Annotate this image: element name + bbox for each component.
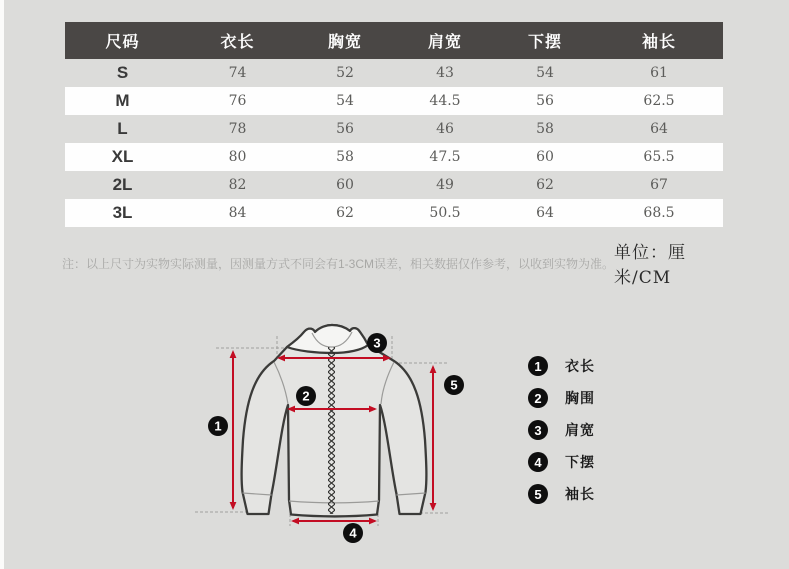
legend-item [528,388,595,408]
note-row [62,243,728,288]
measurement-cell: 78 [228,121,247,137]
size-table [65,22,723,227]
legend-item [528,420,595,440]
size-cell: S [116,63,129,82]
legend-number-badge: 1 [528,356,548,376]
legend-number-badge: 2 [528,388,548,408]
legend-number-badge: 5 [528,484,548,504]
legend-item [528,356,595,376]
measurement-cell: 56 [536,93,554,109]
jacket-measurement-diagram [180,315,480,565]
column-header-chest: 胸宽 [295,22,395,59]
table-row [65,115,723,143]
measurement-cell: 62 [536,177,554,193]
left-edge-strip [0,0,4,569]
table-row [65,171,723,199]
measurement-cell: 43 [436,65,454,81]
measurement-cell: 60 [336,177,354,193]
measurement-cell: 62 [336,205,354,221]
measurement-note: 注：以上尺寸为实物实际测量，因测量方式不同会有1-3CM误差，相关数据仅作参考，以收到实物为准。 [62,256,615,271]
table-row [65,59,723,87]
legend-number-badge: 3 [528,420,548,440]
measurement-cell: 56 [336,121,354,137]
measurement-cell: 54 [536,65,554,81]
size-cell: M [115,91,130,110]
measurement-cell: 49 [436,177,454,193]
measurement-cell: 61 [650,65,668,81]
unit-label: 单位：厘米/CM [614,243,687,288]
badge-2: 2 [302,388,310,404]
legend-number-badge: 4 [528,452,548,472]
table-row [65,143,723,171]
column-header-size: 尺码 [65,22,180,59]
measurement-cell: 47.5 [429,149,461,165]
measurement-cell: 82 [228,177,247,193]
measurement-legend [528,356,595,516]
measurement-cell: 54 [336,93,354,109]
measurement-cell: 46 [436,121,454,137]
legend-label: 衣长 [565,358,595,374]
measurement-cell: 80 [228,149,247,165]
badge-3: 3 [373,335,381,351]
legend-label: 袖长 [565,486,595,502]
measurement-cell: 74 [228,65,247,81]
column-header-shoulder: 肩宽 [395,22,495,59]
measurement-cell: 60 [536,149,554,165]
measurement-cell: 50.5 [429,205,461,221]
column-header-sleeve: 袖长 [595,22,723,59]
measurement-cell: 58 [336,149,354,165]
size-cell: L [117,119,128,138]
measurement-cell: 64 [650,121,668,137]
column-header-length: 衣长 [180,22,295,59]
measurement-cell: 58 [536,121,554,137]
measurement-cell: 67 [650,177,668,193]
badge-1: 1 [214,418,222,434]
measurement-cell: 65.5 [643,149,675,165]
legend-label: 肩宽 [565,422,595,438]
size-table-header-row [65,22,723,59]
measurement-cell: 76 [228,93,247,109]
legend-label: 胸围 [565,390,595,406]
measurement-cell: 44.5 [429,93,461,109]
size-cell: 2L [112,175,133,194]
badge-5: 5 [450,377,458,393]
legend-label: 下摆 [565,454,595,470]
legend-item [528,484,595,504]
column-header-hem: 下摆 [495,22,595,59]
size-cell: XL [111,147,134,166]
legend-item [528,452,595,472]
size-cell: 3L [112,203,133,222]
badge-4: 4 [349,525,357,541]
measurement-cell: 68.5 [643,205,675,221]
zipper [328,347,335,514]
measurement-cell: 52 [336,65,354,81]
table-row [65,199,723,227]
measurement-cell: 62.5 [643,93,675,109]
collar [287,325,368,353]
measurement-cell: 64 [536,205,554,221]
measurement-cell: 84 [228,205,247,221]
table-row [65,87,723,115]
